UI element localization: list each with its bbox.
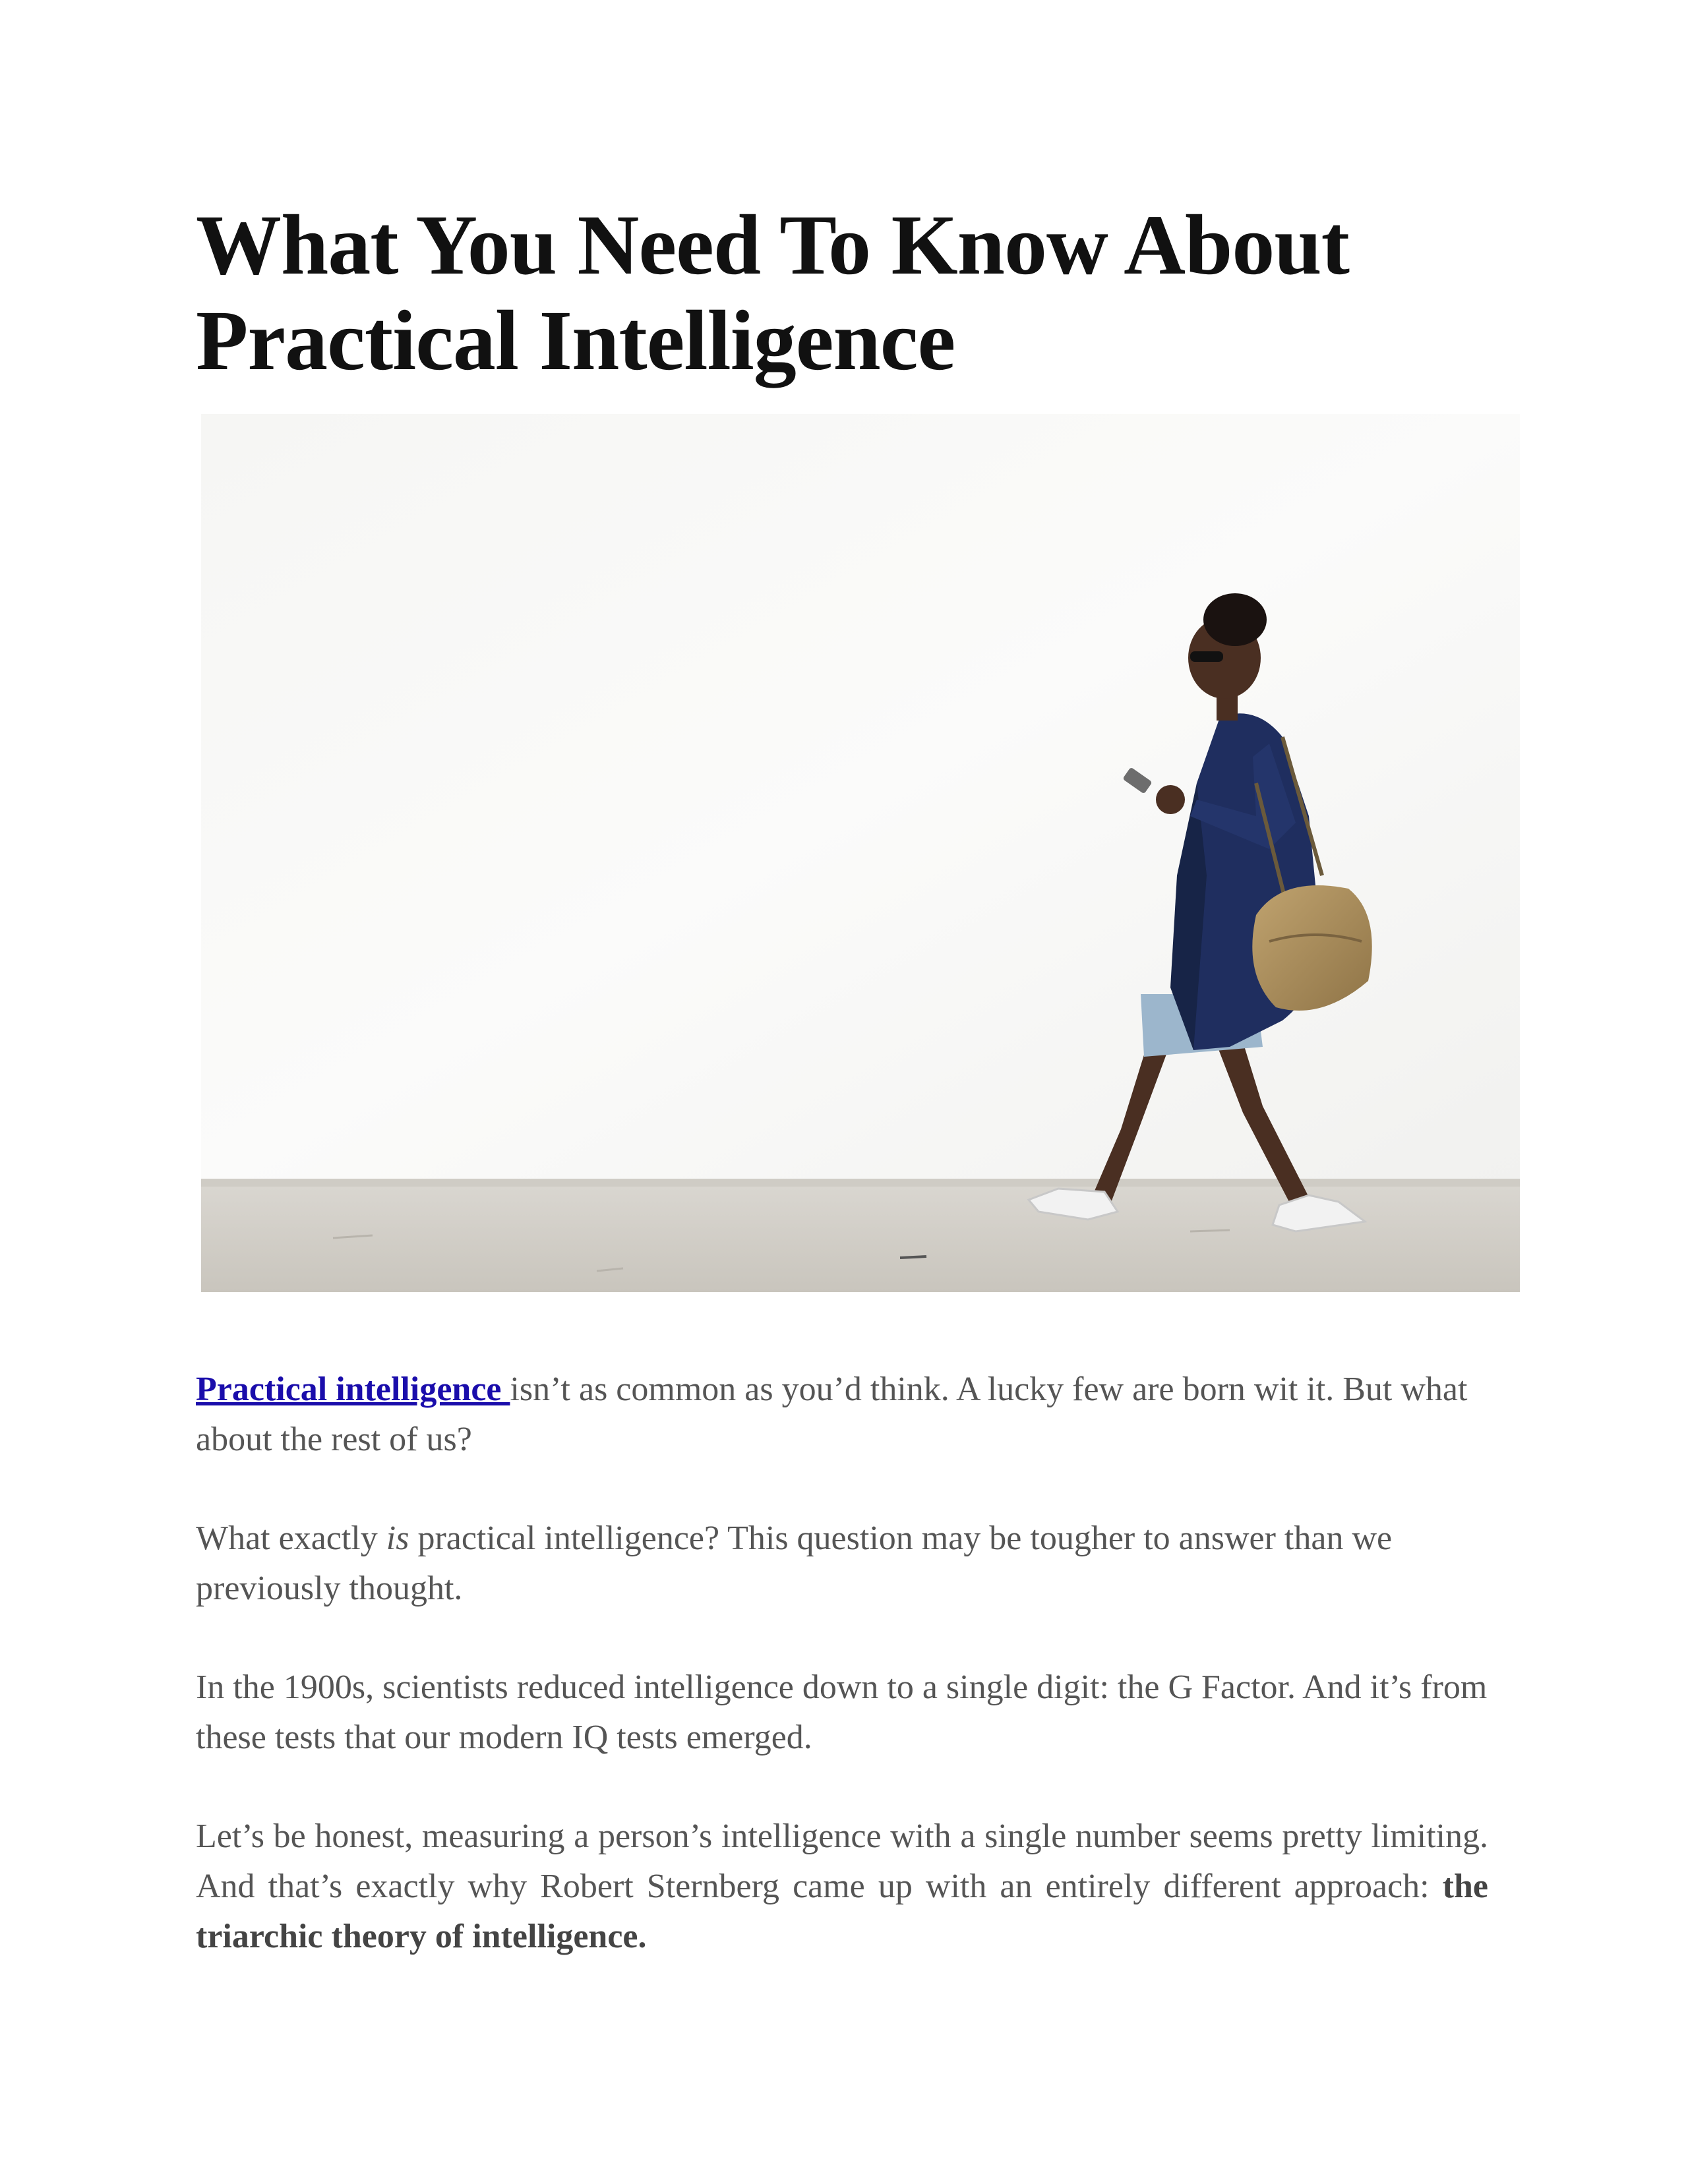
paragraph-history-text: In the 1900s, scientists reduced intelligence down to a single digit: the G Factor. And it’s from these tests that our modern IQ tests emerged. xyxy=(196,1668,1488,1756)
paragraph-intro xyxy=(196,1365,1488,1465)
paragraph-history xyxy=(196,1663,1488,1763)
article-title xyxy=(196,198,1515,389)
paragraph-definition-before: What exactly xyxy=(196,1520,386,1557)
article-title-line-2: Practical Intelligence xyxy=(196,293,955,388)
paragraph-intro-text: isn’t as common as you’d think. A lucky few are born wit it. But what about the rest of us? xyxy=(196,1371,1468,1458)
article-title-line-1: What You Need To Know About xyxy=(196,198,1349,293)
hero-image xyxy=(201,414,1520,1292)
triarchic-theory-highlight: the triarchic theory of intelligence. xyxy=(196,1868,1488,1955)
paragraph-definition xyxy=(196,1514,1488,1614)
practical-intelligence-link[interactable]: Practical intelligence xyxy=(196,1371,510,1408)
hero-image-illustration xyxy=(201,414,1520,1292)
paragraph-triarchic-text: Let’s be honest, measuring a person’s intelligence with a single number seems pretty limiting. And that’s exactly why Robert Sternberg came up with an entirely different approach: xyxy=(196,1817,1488,1905)
paragraph-definition-emphasis: is xyxy=(386,1520,409,1557)
paragraph-triarchic xyxy=(196,1812,1488,1962)
paragraph-definition-after: practical intelligence? This question may be tougher to answer than we previously thought. xyxy=(196,1520,1393,1607)
